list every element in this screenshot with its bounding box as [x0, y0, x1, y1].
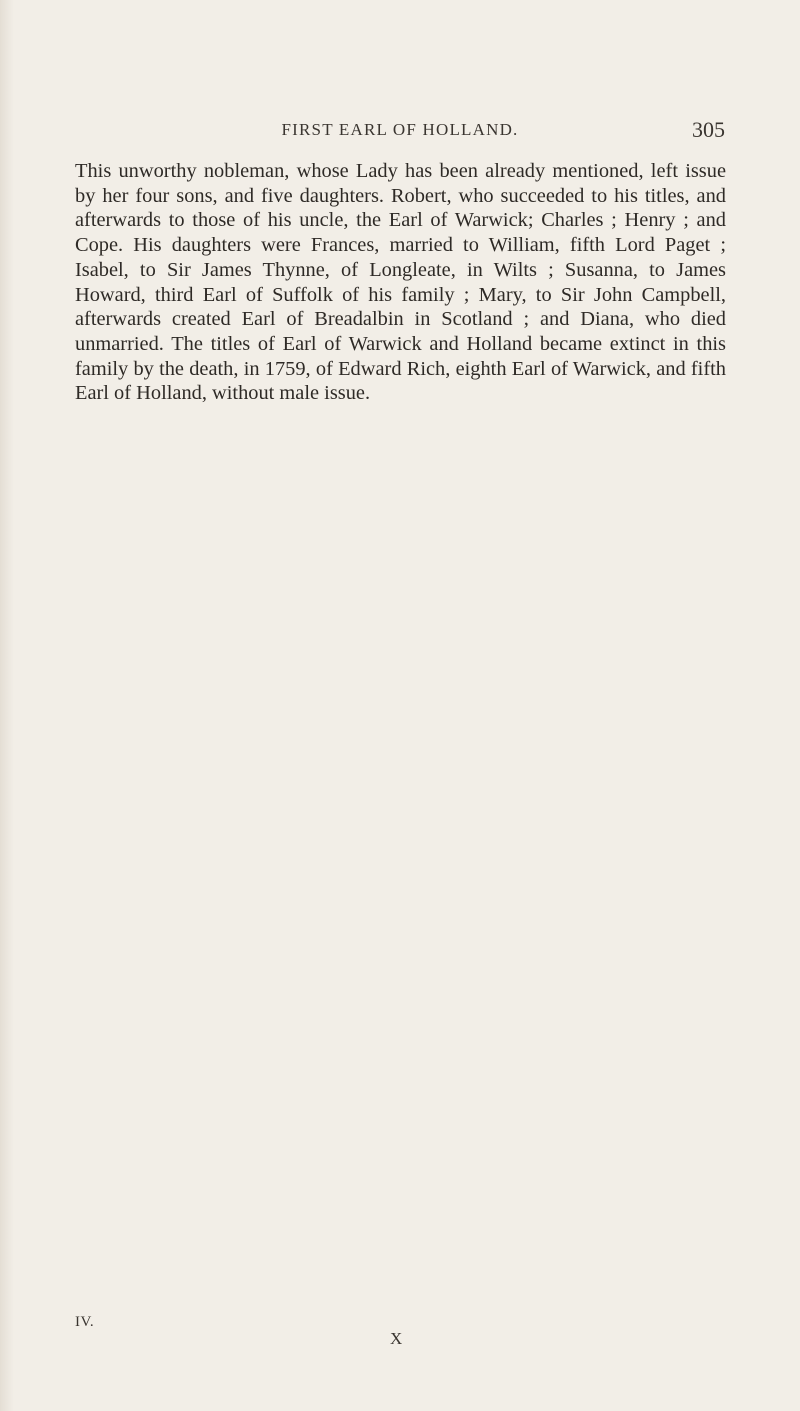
signature-mark: X	[390, 1329, 403, 1348]
body-paragraph: This unworthy nobleman, whose Lady has been already mentioned, left issue by her four sons, and five daughters. Robert, who succeeded to his titles, and afterwards to those of his uncle, the Earl of Warwick; Charles ; Henry ; and Cope. His daughters were Frances, married to William, fifth Lord Paget ; Isabel, to Sir James Thynne, of Longleate, in Wilts ; Susanna, to James Howard, third Earl of Suffolk of his family ; Mary, to Sir John Campbell, afterwards created Earl of Breadalbin in Scotland ; and Diana, who died unmarried. The titles of Earl of Warwick and Holland became extinct in this family by the death, in 1759, of Edward Rich, eighth Earl of Warwick, and fifth Earl of Holland, without male issue.	[75, 160, 726, 405]
page-edge-shadow	[0, 0, 14, 1411]
page-number: 305	[692, 117, 725, 142]
running-head-title: FIRST EARL OF HOLLAND.	[281, 120, 519, 139]
volume-mark: IV.	[75, 1314, 95, 1330]
running-head	[75, 117, 725, 144]
